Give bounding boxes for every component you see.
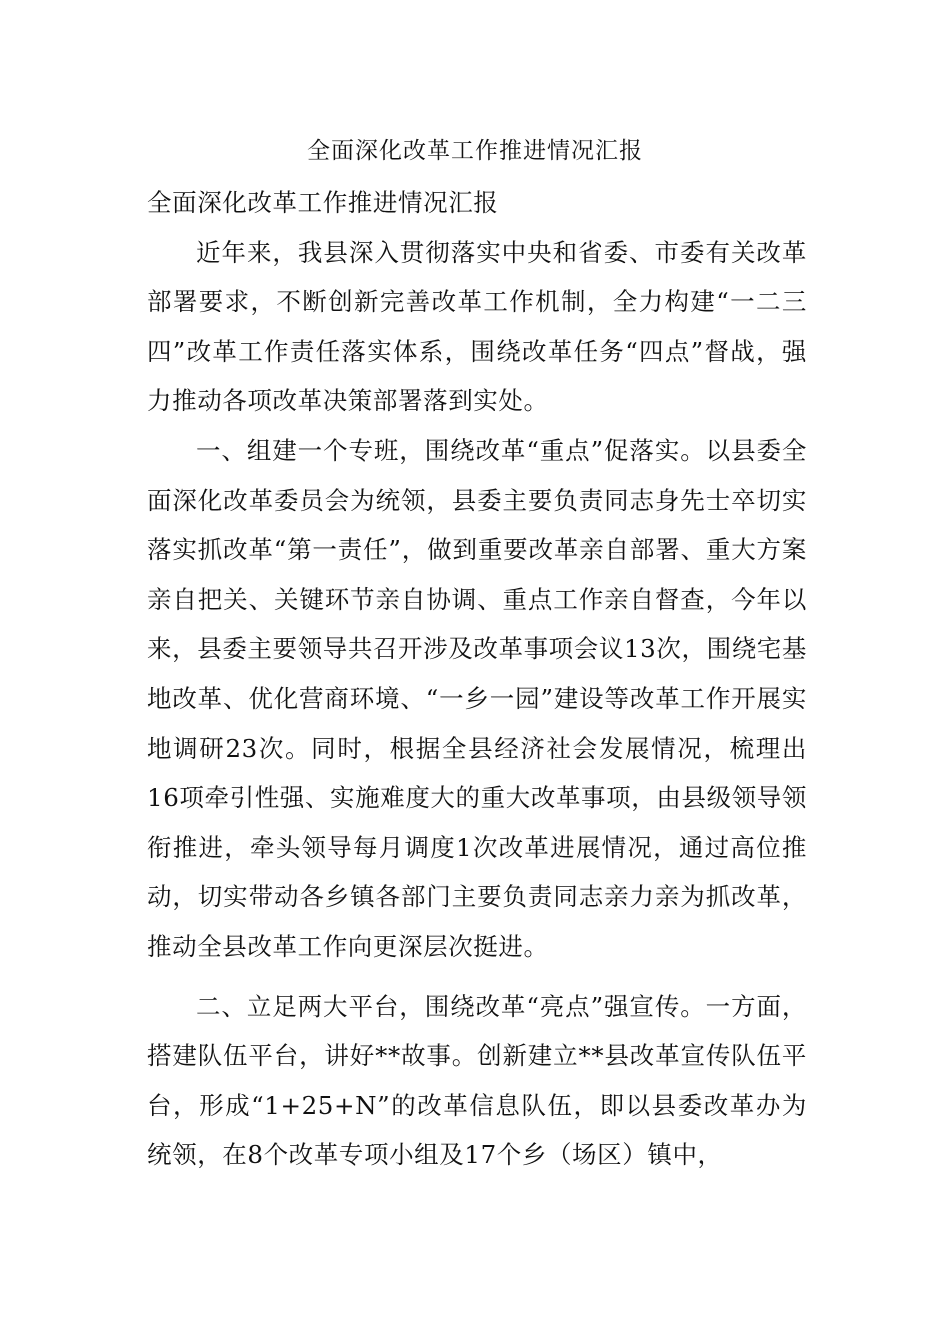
paragraph-intro: 近年来，我县深入贯彻落实中央和省委、市委有关改革部署要求，不断创新完善改革工作机制，全力构建“一二三四”改革工作责任落实体系，围绕改革任务“四点”督战，强力推动各项改革决策部署落到实处。 [147,237,807,416]
document-body [147,178,807,1180]
document-title: 全面深化改革工作推进情况汇报 [307,138,643,164]
paragraph-section-one: 一、组建一个专班，围绕改革“重点”促落实。以县委全面深化改革委员会为统领，县委主要负责同志身先士卒切实落实抓改革“第一责任”，做到重要改革亲自部署、重大方案亲自把关、关键环节亲自协调、重点工作亲自督查，今年以来，县委主要领导共召开涉及改革事项会议13次，围绕宅基地改革、优化营商环境、“一乡一园”建设等改革工作开展实地调研23次。同时，根据全县经济社会发展情况，梳理出16项牵引性强、实施难度大的重大改革事项，由县级领导领衔推进，牵头领导每月调度1次改革进展情况，通过高位推动，切实带动各乡镇各部门主要负责同志亲力亲为抓改革，推动全县改革工作向更深层次挺进。 [147,435,807,961]
paragraph-section-two: 二、立足两大平台，围绕改革“亮点”强宣传。一方面，搭建队伍平台，讲好**故事。创新建立**县改革宣传队伍平台，形成“1+25+N”的改革信息队伍，即以县委改革办为统领，在8个改革专项小组及17个乡（场区）镇中， [147,991,807,1170]
document-subtitle: 全面深化改革工作推进情况汇报 [147,188,499,217]
